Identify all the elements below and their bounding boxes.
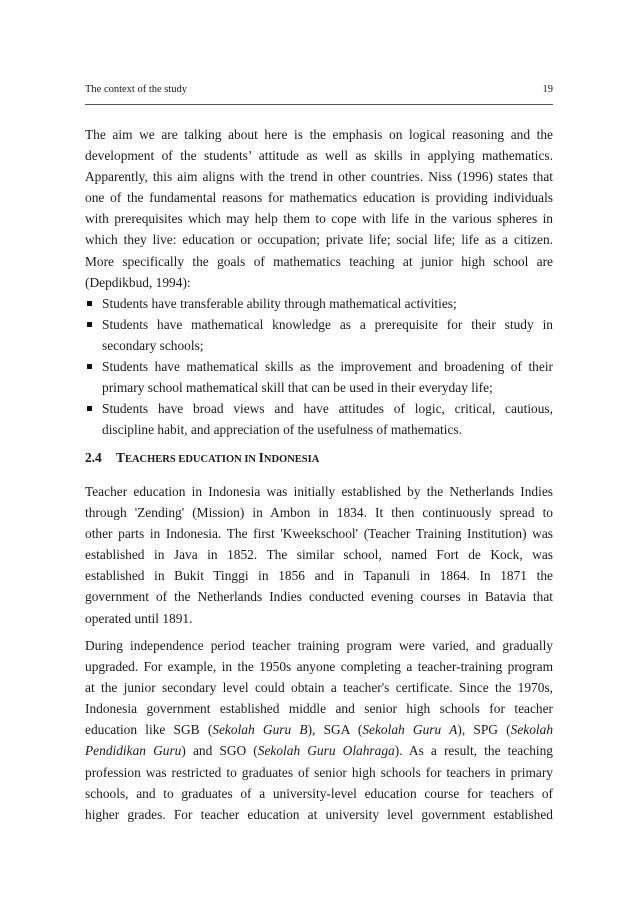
section-title-smallcaps: EACHERS EDUCATION IN xyxy=(124,454,259,465)
text-run: ), SGA ( xyxy=(307,722,363,738)
square-bullet-icon xyxy=(87,301,92,306)
text-line: Students have transferable ability through mathematical activities; xyxy=(102,295,457,311)
italic-term: Pendidikan Guru xyxy=(85,743,182,759)
text-line: government of the Netherlands Indies conducted evening courses in Batavia that xyxy=(85,589,553,605)
text-line: schools, and to graduates of a university-level education course for teachers of xyxy=(85,785,553,801)
square-bullet-icon xyxy=(87,364,92,369)
text-run: ). As a result, the teaching xyxy=(394,743,553,759)
section-title-cap: T xyxy=(116,450,125,465)
text-line: Teacher education in Indonesia was initially established by the Netherlands Indies xyxy=(85,484,553,499)
section-title-cap: I xyxy=(258,450,264,465)
text-line: which they live: education or occupation; private life; social life; life as a citizen. xyxy=(85,232,553,248)
text-line: other parts in Indonesia. The first 'Kweekschool' (Teacher Training Institution) was xyxy=(85,526,553,542)
text-line: upgraded. For example, in the 1950s anyone completing a teacher-training program xyxy=(85,659,553,675)
section-number: 2.4 xyxy=(85,450,102,465)
teacher-education-section xyxy=(85,481,553,629)
independence-section xyxy=(85,635,553,825)
text-line: profession was restricted to graduates of senior high schools for teachers in primary xyxy=(85,764,553,780)
text-line: higher grades. For teacher education at university level government established xyxy=(85,806,553,822)
text-line: (Depdikbud, 1994): xyxy=(85,274,191,290)
italic-term: Sekolah Guru Olahraga xyxy=(257,743,395,759)
square-bullet-icon xyxy=(87,406,92,411)
section-title xyxy=(116,450,319,466)
text-run: ) and SGO ( xyxy=(181,743,258,759)
text-line xyxy=(85,719,553,740)
text-line: Apparently, this aim aligns with the trend in other countries. Niss (1996) states that xyxy=(85,169,553,185)
text-line: Students have mathematical knowledge as a prerequisite for their study in xyxy=(102,316,553,332)
text-line: through 'Zending' (Mission) in Ambon in 1834. It then continuously spread to xyxy=(85,505,553,521)
text-line: Indonesia government established middle and senior high schools for teacher xyxy=(85,701,553,717)
text-line: development of the students’ attitude as well as skills in applying mathematics. xyxy=(85,148,553,164)
text-line: Students have mathematical skills as the improvement and broadening of their xyxy=(102,359,553,375)
list-item xyxy=(85,398,553,440)
text-line: Students have broad views and have attitudes of logic, critical, cautious, xyxy=(102,401,553,417)
text-line: secondary schools; xyxy=(102,337,204,353)
text-line: The aim we are talking about here is the emphasis on logical reasoning and the xyxy=(85,127,553,142)
text-line: established in Java in 1852. The similar school, named Fort de Kock, was xyxy=(85,547,553,563)
italic-term: Sekolah xyxy=(510,722,554,738)
list-item xyxy=(85,356,553,398)
text-line: More specifically the goals of mathematics teaching at junior high school are xyxy=(85,253,553,269)
italic-term: Sekolah Guru B xyxy=(212,722,308,738)
intro-section xyxy=(85,124,553,440)
text-line: at the junior secondary level could obtain a teacher's certificate. Since the 1970s, xyxy=(85,680,553,696)
section-heading xyxy=(85,450,319,466)
list-item xyxy=(85,314,553,356)
text-line: discipline habit, and appreciation of the usefulness of mathematics. xyxy=(102,422,462,438)
text-line: primary school mathematical skill that can be used in their everyday life; xyxy=(102,380,493,396)
section-title-smallcaps: NDONESIA xyxy=(263,454,320,465)
text-line: one of the fundamental reasons for mathematics education is providing individuals xyxy=(85,190,553,206)
square-bullet-icon xyxy=(87,322,92,327)
text-run: ), SPG ( xyxy=(457,722,511,738)
text-line: During independence period teacher training program were varied, and gradually xyxy=(85,638,553,653)
running-header xyxy=(85,84,553,95)
italic-term: Sekolah Guru A xyxy=(362,722,458,738)
paragraph-history xyxy=(85,481,553,629)
running-header-title: The context of the study xyxy=(85,84,188,95)
text-run: education like SGB ( xyxy=(85,722,213,738)
list-item xyxy=(85,293,553,314)
paragraph-independence xyxy=(85,635,553,825)
header-rule xyxy=(85,104,553,105)
text-line: operated until 1891. xyxy=(85,610,193,626)
page-number: 19 xyxy=(542,84,553,95)
paragraph-aims xyxy=(85,124,553,293)
text-line: established in Bukit Tinggi in 1856 and in Tapanuli in 1864. In 1871 the xyxy=(85,568,553,584)
text-line: with prerequisites which may help them to cope with life in the various spheres in xyxy=(85,211,553,227)
text-line xyxy=(85,740,553,761)
goals-list xyxy=(85,293,553,441)
